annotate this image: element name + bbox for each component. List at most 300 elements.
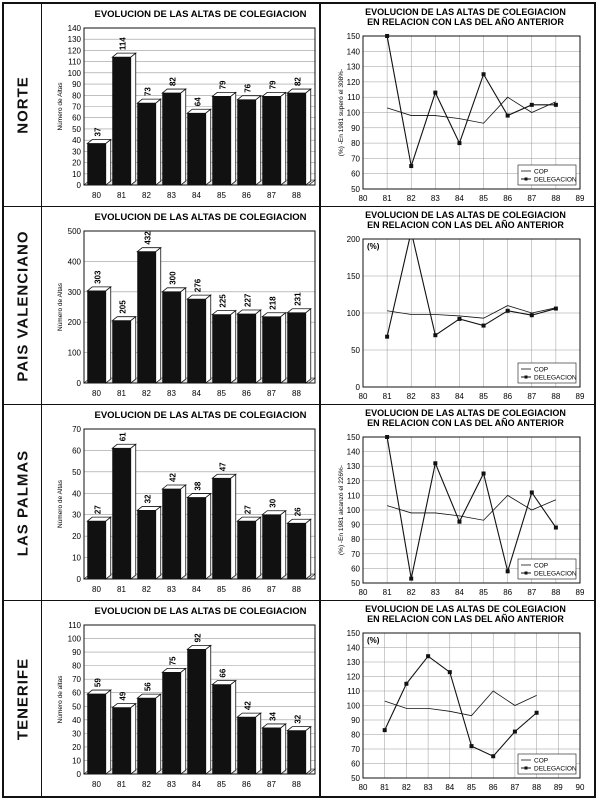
y-tick-label: 120 <box>346 77 360 87</box>
x-tick-label: 86 <box>242 585 251 594</box>
bar <box>287 731 306 774</box>
x-tick-label: 87 <box>267 191 276 200</box>
y-tick-label: 130 <box>346 658 360 667</box>
y-tick-label: 80 <box>351 139 360 149</box>
y-tick-label: 100 <box>67 68 81 78</box>
data-point <box>383 728 387 732</box>
x-tick-label: 82 <box>401 783 411 792</box>
bar-side <box>181 288 186 383</box>
y-tick-label: 20 <box>72 532 81 542</box>
y-tick-label: 0 <box>76 379 81 388</box>
x-tick-label: 81 <box>382 392 392 401</box>
bar <box>262 96 281 185</box>
bar-side <box>256 310 261 383</box>
bar-value-label: 42 <box>243 701 253 711</box>
x-tick-label: 82 <box>406 194 416 203</box>
bar-side <box>206 494 211 579</box>
data-point <box>457 141 461 145</box>
bar-value-label: 82 <box>293 77 303 87</box>
x-tick-label: 82 <box>142 585 151 594</box>
y-tick-label: 140 <box>67 24 81 33</box>
bar <box>212 478 231 579</box>
series-line-cop <box>387 495 556 520</box>
bar <box>87 144 106 185</box>
x-tick-label: 88 <box>292 191 301 200</box>
y-tick-label: 500 <box>67 227 81 236</box>
bar-side <box>256 713 261 774</box>
data-point <box>554 307 558 311</box>
line-chart-pais-valenciano <box>321 207 594 405</box>
chart-title-line: EVOLUCION DE LAS ALTAS DE COLEGIACION <box>365 408 566 418</box>
y-tick-label: 50 <box>351 579 360 588</box>
bar-chart-tenerife <box>42 601 319 796</box>
y-tick-label: 100 <box>346 701 360 711</box>
bar-side <box>281 511 286 579</box>
bar <box>262 317 281 383</box>
region-label: TENERIFE <box>14 657 31 740</box>
bar-side <box>256 96 261 185</box>
bar-value-label: 76 <box>243 83 253 93</box>
legend-marker-delegacion <box>525 376 528 379</box>
x-tick-label: 89 <box>575 588 585 597</box>
bar-side <box>156 506 161 579</box>
bar-value-label: 61 <box>118 432 128 442</box>
data-point <box>554 526 558 530</box>
bar-value-label: 38 <box>193 481 203 491</box>
y-tick-label: 70 <box>72 675 81 685</box>
x-tick-label: 86 <box>488 783 498 792</box>
bar-value-label: 59 <box>93 678 103 688</box>
bar-value-label: 73 <box>143 87 153 97</box>
bar-value-label: 32 <box>143 494 153 504</box>
data-point <box>470 744 474 748</box>
bar-value-label: 34 <box>268 712 278 721</box>
bar-value-label: 218 <box>268 296 278 310</box>
data-point <box>506 114 510 118</box>
x-tick-label: 84 <box>192 389 201 398</box>
x-tick-label: 81 <box>117 191 126 200</box>
y-tick-label: 30 <box>72 510 81 520</box>
x-tick-label: 84 <box>454 392 464 401</box>
y-axis-label: Número de altas <box>57 675 64 724</box>
y-tick-label: 0 <box>355 383 360 392</box>
legend-label-cop: COP <box>534 562 549 570</box>
x-tick-label: 81 <box>382 588 392 597</box>
x-tick-label: 81 <box>380 783 390 792</box>
y-tick-label: 50 <box>351 774 360 783</box>
x-tick-label: 81 <box>117 585 126 594</box>
bar <box>112 321 131 383</box>
x-tick-label: 87 <box>267 780 276 789</box>
y-tick-label: 150 <box>346 272 360 281</box>
chart-title: EVOLUCION DE LAS ALTAS DE COLEGIACION <box>94 410 307 421</box>
bar-side <box>181 89 186 185</box>
y-tick-label: 70 <box>351 549 360 559</box>
region-label: PAIS VALENCIANO <box>14 229 31 382</box>
bar-side <box>206 109 211 185</box>
y-tick-label: 20 <box>72 742 81 752</box>
bar-value-label: 32 <box>293 714 303 724</box>
bar <box>187 498 206 579</box>
x-tick-label: 86 <box>503 392 513 401</box>
data-point <box>482 472 486 476</box>
y-tick-label: 100 <box>346 309 360 318</box>
bar-side <box>181 485 186 579</box>
x-tick-label: 88 <box>292 389 301 398</box>
y-tick-label: 60 <box>351 169 360 179</box>
bar-value-label: 64 <box>193 97 203 107</box>
bar <box>212 315 231 383</box>
legend-label-delegacion: DELEGACION <box>534 765 577 773</box>
y-tick-label: 140 <box>346 447 360 457</box>
bar-value-label: 82 <box>168 77 178 87</box>
x-tick-label: 86 <box>242 389 251 398</box>
row-las-palmas <box>4 405 594 601</box>
bar-side <box>231 92 236 185</box>
y-tick-label: 0 <box>76 770 81 779</box>
series-line-delegacion <box>387 437 556 579</box>
chart-title-line: EN RELACION CON LAS DEL AÑO ANTERIOR <box>367 418 564 428</box>
bar-side <box>256 517 261 579</box>
y-tick-label: 0 <box>76 575 81 584</box>
legend-marker-delegacion <box>525 767 528 770</box>
y-tick-label: 90 <box>351 123 360 133</box>
bar <box>237 521 256 579</box>
x-tick-label: 85 <box>479 588 489 597</box>
x-tick-label: 83 <box>167 191 176 200</box>
chart-title: EVOLUCION DE LAS ALTAS DE COLEGIACION <box>94 606 307 617</box>
chart-title-line: EN RELACION CON LAS DEL AÑO ANTERIOR <box>367 17 564 27</box>
y-tick-label: 90 <box>72 648 81 658</box>
x-tick-label: 83 <box>167 585 176 594</box>
bar-value-label: 225 <box>218 294 228 308</box>
y-tick-label: 70 <box>72 425 81 434</box>
bar <box>87 291 106 383</box>
bar-side <box>306 309 311 383</box>
x-tick-label: 87 <box>527 194 537 203</box>
data-point <box>409 164 413 168</box>
y-tick-label: 80 <box>72 91 81 101</box>
x-tick-label: 85 <box>479 194 489 203</box>
bar-value-label: 300 <box>168 271 178 285</box>
bar-value-label: 42 <box>168 473 178 482</box>
y-tick-label: 50 <box>72 124 81 134</box>
bar-value-label: 205 <box>118 300 128 314</box>
series-line-delegacion <box>387 232 556 337</box>
bar-side <box>156 694 161 774</box>
y-axis-label: Número de Altas <box>57 282 64 332</box>
x-tick-label: 84 <box>192 780 201 789</box>
chart-title-line: EVOLUCION DE LAS ALTAS DE COLEGIACION <box>365 604 566 614</box>
data-point <box>506 309 510 313</box>
bar-value-label: 30 <box>268 498 278 508</box>
y-tick-label: 150 <box>346 433 360 442</box>
legend-label-delegacion: DELEGACION <box>534 374 577 382</box>
x-tick-label: 87 <box>527 392 537 401</box>
bar <box>237 314 256 383</box>
data-point <box>530 103 534 107</box>
x-tick-label: 81 <box>117 389 126 398</box>
bar <box>137 252 156 383</box>
bar-value-label: 79 <box>268 80 278 90</box>
bar <box>112 448 131 579</box>
x-tick-label: 82 <box>406 392 416 401</box>
bar <box>187 113 206 185</box>
x-tick-label: 87 <box>510 783 520 792</box>
y-tick-label: 200 <box>346 235 360 244</box>
y-tick-label: 140 <box>346 47 360 57</box>
y-tick-label: 40 <box>72 715 81 725</box>
bar <box>162 292 181 383</box>
x-tick-label: 80 <box>358 392 368 401</box>
bar <box>162 672 181 774</box>
data-point <box>513 730 517 734</box>
y-tick-label: 70 <box>351 745 360 754</box>
bar <box>237 100 256 185</box>
x-tick-label: 88 <box>551 392 561 401</box>
x-tick-label: 80 <box>92 389 101 398</box>
legend-label-cop: COP <box>534 168 549 176</box>
chart-title-line: EVOLUCION DE LAS ALTAS DE COLEGIACION <box>365 7 566 17</box>
bar-side <box>281 313 286 383</box>
y-tick-label: 140 <box>346 643 360 653</box>
bar <box>162 489 181 579</box>
x-tick-label: 84 <box>192 191 201 200</box>
bar-value-label: 231 <box>293 292 303 306</box>
bar-chart-las-palmas <box>42 405 319 601</box>
bar-side <box>106 140 111 185</box>
y-tick-label: 60 <box>72 688 81 698</box>
bar-side <box>181 668 186 774</box>
x-tick-label: 86 <box>503 194 513 203</box>
bar-value-label: 26 <box>293 507 303 517</box>
legend-label-delegacion: DELEGACION <box>534 176 577 184</box>
y-axis-label: Número de Altas <box>57 82 64 131</box>
bar-side <box>156 248 161 383</box>
y-tick-label: 100 <box>67 348 81 358</box>
data-point <box>409 577 413 581</box>
bar-value-label: 66 <box>218 668 228 678</box>
bar-side <box>106 517 111 579</box>
line-chart-norte <box>321 4 594 207</box>
data-point <box>385 34 389 38</box>
bar-value-label: 79 <box>218 80 228 90</box>
bar-chart-pais-valenciano <box>42 207 319 405</box>
y-tick-label: 10 <box>72 169 81 179</box>
x-tick-label: 80 <box>358 783 368 792</box>
bar <box>187 649 206 774</box>
region-label-box <box>4 4 42 206</box>
bar-side <box>231 311 236 383</box>
bar <box>137 510 156 579</box>
y-tick-label: 90 <box>351 520 360 530</box>
bar <box>287 523 306 579</box>
y-axis-label: (%) -En 1981 alcanzó el 226%- <box>338 465 345 555</box>
y-tick-label: 120 <box>67 46 81 56</box>
y-tick-label: 10 <box>72 553 81 563</box>
x-tick-label: 82 <box>142 191 151 200</box>
bar <box>162 93 181 185</box>
bar <box>237 717 256 774</box>
chart-title-line: EN RELACION CON LAS DEL AÑO ANTERIOR <box>367 614 564 624</box>
data-point <box>433 333 437 337</box>
bar-side <box>306 89 311 185</box>
y-axis-label: Número de Altas <box>57 479 64 529</box>
x-tick-label: 90 <box>575 783 585 792</box>
y-tick-label: 40 <box>72 489 81 499</box>
line-chart-tenerife <box>321 601 594 796</box>
bar <box>212 96 231 185</box>
data-point <box>482 324 486 328</box>
y-tick-label: 10 <box>72 756 81 766</box>
bar <box>187 299 206 383</box>
x-tick-label: 89 <box>575 194 585 203</box>
y-tick-label: 60 <box>351 564 360 574</box>
data-point <box>535 711 539 715</box>
series-line-delegacion <box>387 36 556 166</box>
x-tick-label: 84 <box>454 588 464 597</box>
bar-side <box>206 295 211 383</box>
data-point <box>554 103 558 107</box>
x-tick-label: 89 <box>575 392 585 401</box>
bar-side <box>156 99 161 185</box>
x-tick-label: 82 <box>142 389 151 398</box>
x-tick-label: 83 <box>167 389 176 398</box>
y-unit-label: (%) <box>367 242 380 251</box>
bar-side <box>231 681 236 774</box>
x-tick-label: 89 <box>553 783 563 792</box>
data-point <box>448 670 452 674</box>
bar-value-label: 27 <box>93 505 103 515</box>
y-tick-label: 300 <box>67 287 81 297</box>
bar-value-label: 303 <box>93 270 103 284</box>
bar-side <box>131 444 136 579</box>
region-label: LAS PALMAS <box>14 449 31 556</box>
x-tick-label: 84 <box>192 585 201 594</box>
y-tick-label: 130 <box>67 35 81 45</box>
bar-value-label: 227 <box>243 293 253 307</box>
y-tick-label: 400 <box>67 257 81 267</box>
bar-value-label: 47 <box>218 462 228 472</box>
bar <box>287 93 306 185</box>
y-tick-label: 90 <box>72 80 81 90</box>
bar-value-label: 432 <box>143 231 153 245</box>
bar-value-label: 27 <box>243 505 253 515</box>
y-tick-label: 40 <box>72 136 81 146</box>
x-tick-label: 86 <box>503 588 513 597</box>
x-tick-label: 81 <box>382 194 392 203</box>
y-tick-label: 120 <box>346 476 360 486</box>
x-tick-label: 85 <box>217 389 226 398</box>
bar-side <box>106 287 111 383</box>
bar-side <box>131 53 136 185</box>
bar-side <box>231 474 236 579</box>
x-tick-label: 85 <box>217 191 226 200</box>
row-norte <box>4 4 594 207</box>
legend-marker-delegacion <box>525 572 528 575</box>
data-point <box>530 313 534 317</box>
x-tick-label: 80 <box>92 585 101 594</box>
bar-value-label: 114 <box>118 37 128 51</box>
data-point <box>530 490 534 494</box>
data-point <box>491 754 495 758</box>
bar-side <box>306 519 311 579</box>
data-point <box>457 317 461 321</box>
y-tick-label: 70 <box>72 102 81 112</box>
x-tick-label: 82 <box>142 780 151 789</box>
row-tenerife <box>4 601 594 796</box>
bar <box>262 728 281 774</box>
line-chart-las-palmas <box>321 405 594 601</box>
bar-value-label: 37 <box>93 127 103 137</box>
x-tick-label: 83 <box>167 780 176 789</box>
y-tick-label: 80 <box>351 730 360 740</box>
y-tick-label: 120 <box>346 672 360 682</box>
bar <box>87 521 106 579</box>
y-tick-label: 30 <box>72 147 81 157</box>
bar <box>137 103 156 185</box>
bar-side <box>131 317 136 383</box>
bar <box>112 708 131 774</box>
y-tick-label: 60 <box>72 446 81 456</box>
y-tick-label: 50 <box>72 702 81 712</box>
bar-side <box>306 727 311 774</box>
x-tick-label: 82 <box>406 588 416 597</box>
y-tick-label: 90 <box>351 716 360 725</box>
y-tick-label: 110 <box>68 621 81 630</box>
data-point <box>482 72 486 76</box>
series-line-delegacion <box>385 656 537 756</box>
x-tick-label: 81 <box>117 780 126 789</box>
bar-value-label: 49 <box>118 691 128 701</box>
x-tick-label: 84 <box>445 783 455 792</box>
bar <box>112 57 131 185</box>
y-tick-label: 130 <box>346 462 360 472</box>
region-label: NORTE <box>14 76 31 134</box>
y-tick-label: 60 <box>72 113 81 123</box>
x-tick-label: 83 <box>423 783 433 792</box>
y-tick-label: 50 <box>72 467 81 477</box>
bar-side <box>281 724 286 774</box>
bar-side <box>206 645 211 774</box>
region-label-box <box>4 207 42 404</box>
bar-value-label: 56 <box>143 682 153 692</box>
y-tick-label: 70 <box>351 154 360 164</box>
legend-label-cop: COP <box>534 366 549 374</box>
bar-side <box>131 704 136 774</box>
x-tick-label: 85 <box>479 392 489 401</box>
bar-chart-norte <box>42 4 319 207</box>
y-tick-label: 50 <box>351 346 360 355</box>
y-axis-label: (%) -En 1981 superó el 308%- <box>338 68 345 157</box>
x-tick-label: 84 <box>454 194 464 203</box>
y-tick-label: 80 <box>351 535 360 545</box>
x-tick-label: 80 <box>92 191 101 200</box>
data-point <box>385 335 389 339</box>
x-tick-label: 88 <box>551 588 561 597</box>
x-tick-label: 83 <box>430 588 440 597</box>
x-tick-label: 85 <box>467 783 476 792</box>
x-tick-label: 87 <box>267 389 276 398</box>
chart-title: EVOLUCION DE LAS ALTAS DE COLEGIACION <box>94 9 307 20</box>
x-tick-label: 80 <box>358 588 368 597</box>
chart-title-line: EVOLUCION DE LAS ALTAS DE COLEGIACION <box>365 210 566 220</box>
y-tick-label: 110 <box>347 491 360 501</box>
bar <box>262 515 281 579</box>
bar <box>137 698 156 774</box>
y-tick-label: 150 <box>346 32 360 41</box>
x-tick-label: 87 <box>527 588 537 597</box>
